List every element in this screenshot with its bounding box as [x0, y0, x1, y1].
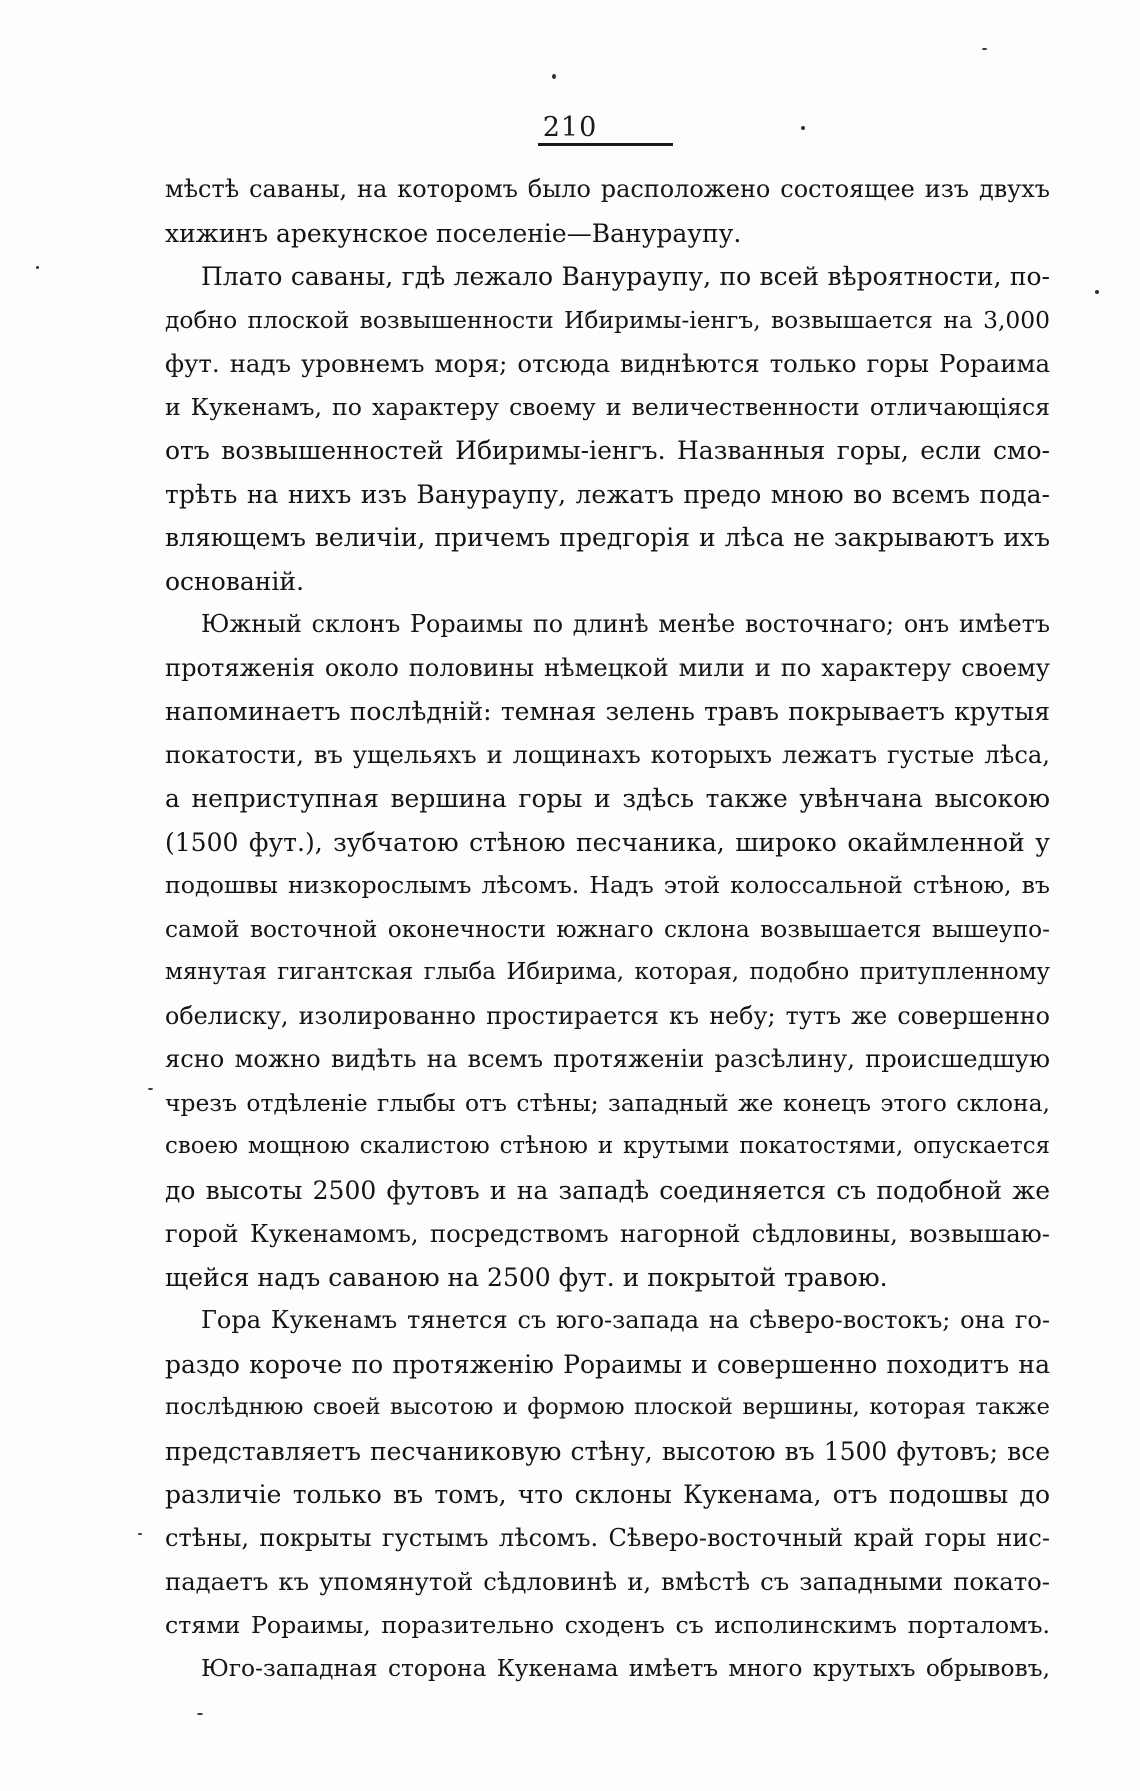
- text-line: горой Кукенамомъ, посредствомъ нагорной сѣдловины, возвышаю-: [165, 1219, 1050, 1248]
- text-line: стѣны, покрыты густымъ лѣсомъ. Сѣверо-восточный край горы нис-: [165, 1523, 1050, 1552]
- text-line: трѣть на нихъ изъ Ванураупу, лежатъ предо мною во всемъ пода-: [165, 479, 1050, 509]
- text-line: добно плоской возвышенности Ибиримы-іенгъ, возвышается на 3,000: [165, 305, 1050, 334]
- text-line: послѣднюю своей высотою и формою плоской вершины, которая также: [165, 1394, 1050, 1420]
- text-line: стями Рораимы, поразительно сходенъ съ исполинскимъ порталомъ.: [165, 1610, 1050, 1639]
- text-line: хижинъ арекунское поселеніе—Ванураупу.: [165, 218, 742, 248]
- text-line: самой восточной оконечности южнаго склона возвышается вышеупо-: [165, 915, 1050, 943]
- text-line: подошвы низкорослымъ лѣсомъ. Надъ этой колоссальной стѣною, въ: [165, 871, 1050, 899]
- text-line: ясно можно видѣть на всемъ протяженіи разсѣлину, происшедшую: [165, 1045, 1050, 1073]
- text-line: падаетъ къ упомянутой сѣдловинѣ и, вмѣстѣ съ западными покато-: [165, 1567, 1050, 1596]
- text-line: отъ возвышенностей Ибиримы-іенгъ. Названныя горы, если смо-: [165, 436, 1050, 465]
- text-line: Юго-западная сторона Кукенама имѣетъ много крутыхъ обрывовъ,: [201, 1654, 1050, 1682]
- text-line: различіе только въ томъ, что склоны Кукенама, отъ подошвы до: [165, 1480, 1050, 1509]
- page-number: 210: [542, 112, 598, 143]
- text-line: фут. надъ уровнемъ моря; отсюда виднѣются только горы Рораима: [165, 349, 1050, 378]
- print-speck: [138, 1533, 142, 1535]
- print-speck: [982, 48, 987, 50]
- text-line: напоминаетъ послѣдній: темная зелень травъ покрываетъ крутыя: [165, 697, 1050, 726]
- text-line: обелиску, изолированно простирается къ небу; тутъ же совершенно: [165, 1001, 1050, 1030]
- header-rule: [538, 143, 673, 146]
- text-line: (1500 фут.), зубчатою стѣною песчаника, широко окаймленной у: [165, 827, 1050, 857]
- text-line: своею мощною скалистою стѣною и крутыми покатостями, опускается: [165, 1133, 1050, 1159]
- text-line: протяженія около половины нѣмецкой мили и по характеру своему: [165, 653, 1050, 682]
- print-speck: [552, 74, 556, 79]
- print-speck: [801, 126, 805, 130]
- text-line: до высоты 2500 футовъ и на западѣ соединяется съ подобной же: [165, 1175, 1050, 1205]
- text-line: мянутая гигантская глыба Ибирима, которая, подобно притупленному: [165, 959, 1050, 985]
- text-line: и Кукенамъ, по характеру своему и величественности отличающіяся: [165, 392, 1050, 421]
- text-line: чрезъ отдѣленіе глыбы отъ стѣны; западный же конецъ этого склона,: [165, 1088, 1050, 1117]
- body-text: [165, 168, 1050, 1691]
- text-line: раздо короче по протяженію Рораимы и совершенно походитъ на: [165, 1349, 1050, 1379]
- text-line: вляющемъ величіи, причемъ предгорія и лѣса не закрываютъ ихъ: [165, 523, 1050, 552]
- text-line: Южный склонъ Рораимы по длинѣ менѣе восточнаго; онъ имѣетъ: [201, 610, 1050, 638]
- text-line: Гора Кукенамъ тянется съ юго-запада на сѣверо-востокъ; она го-: [201, 1306, 1050, 1334]
- text-line: щейся надъ саваною на 2500 фут. и покрытой травою.: [165, 1262, 888, 1292]
- print-speck: [148, 1088, 153, 1090]
- text-line: Плато саваны, гдѣ лежало Ванураупу, по всей вѣроятности, по-: [201, 262, 1050, 291]
- print-speck: [36, 266, 39, 269]
- text-line: покатости, въ ущельяхъ и лощинахъ которыхъ лежатъ густые лѣса,: [165, 740, 1050, 769]
- text-line: основаній.: [165, 566, 305, 596]
- print-speck: [197, 1713, 203, 1715]
- text-line: а неприступная вершина горы и здѣсь также увѣнчана высокою: [165, 784, 1050, 813]
- text-line: представляетъ песчаниковую стѣну, высотою въ 1500 футовъ; все: [165, 1436, 1050, 1466]
- print-speck: [1095, 290, 1099, 294]
- text-line: мѣстѣ саваны, на которомъ было расположено состоящее изъ двухъ: [165, 175, 1050, 203]
